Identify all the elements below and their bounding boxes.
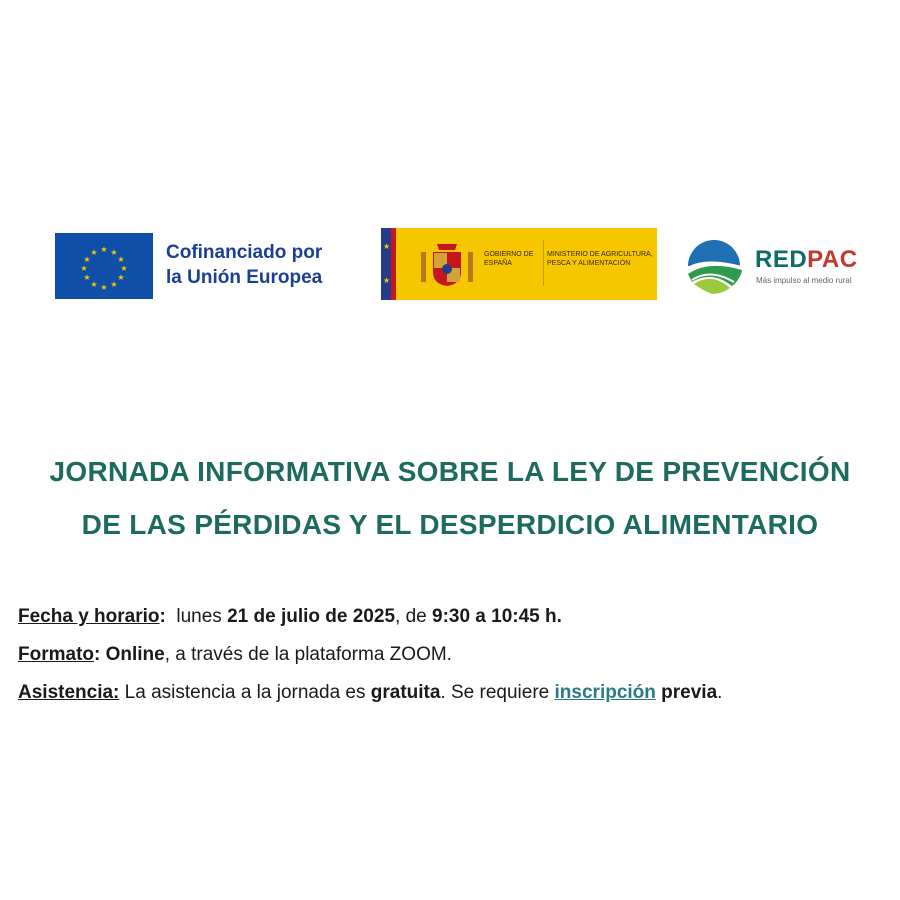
title-line-2: DE LAS PÉRDIDAS Y EL DESPERDICIO ALIMENTARIO <box>81 509 819 540</box>
svg-text:★: ★ <box>80 264 88 273</box>
formato-value: Online <box>105 644 165 665</box>
spain-coat-of-arms-icon <box>419 238 475 288</box>
asistencia-end: . <box>717 682 723 703</box>
formato-colon: : <box>94 644 106 665</box>
fecha-mid: , de <box>395 606 432 627</box>
logo-bar <box>0 228 900 302</box>
svg-text:★: ★ <box>110 248 118 257</box>
fecha-pre: lunes <box>165 606 228 627</box>
eu-flag-icon <box>55 233 153 299</box>
fecha-colon: : <box>159 606 166 627</box>
asistencia-gratuita: gratuita <box>370 682 441 703</box>
event-info <box>18 598 888 712</box>
asistencia-label: Asistencia: <box>18 682 120 703</box>
asistencia-line <box>18 674 888 712</box>
svg-text:★: ★ <box>83 255 91 264</box>
svg-text:★: ★ <box>90 280 98 289</box>
gobierno-label: GOBIERNO DE ESPAÑA <box>484 251 534 267</box>
svg-text:★: ★ <box>83 273 91 282</box>
page-title <box>0 445 900 551</box>
formato-rest: , a través de la plataforma ZOOM. <box>164 644 452 665</box>
redpac-name-pac: PAC <box>807 246 858 273</box>
divider <box>543 240 544 286</box>
asistencia-text-1: La asistencia a la jornada es <box>119 682 371 703</box>
redpac-name-red: RED <box>755 246 808 273</box>
flag-band-red <box>391 228 396 300</box>
formato-line <box>18 636 888 674</box>
eu-line-1: Cofinanciado por <box>166 242 323 263</box>
svg-text:★: ★ <box>120 264 128 273</box>
fecha-date: 21 de julio de 2025 <box>227 606 396 627</box>
svg-text:★: ★ <box>90 248 98 257</box>
fecha-time: 9:30 a 10:45 h. <box>432 606 562 627</box>
svg-text:★: ★ <box>110 280 118 289</box>
redpac-name <box>755 246 858 274</box>
eu-cofinanciado-text <box>166 240 366 290</box>
svg-text:★: ★ <box>100 283 108 292</box>
fecha-label: Fecha y horario <box>18 606 160 627</box>
asistencia-previa: previa <box>661 682 718 703</box>
fecha-line <box>18 598 888 636</box>
svg-text:★: ★ <box>117 273 125 282</box>
redpac-logo-icon <box>682 236 746 296</box>
svg-text:★: ★ <box>100 245 108 254</box>
eu-line-2: la Unión Europea <box>166 267 323 288</box>
svg-text:★: ★ <box>117 255 125 264</box>
asistencia-text-2: . Se requiere <box>440 682 555 703</box>
star-icon: ★ <box>383 276 391 285</box>
ministerio-label: MINISTERIO DE AGRICULTURA, PESCA Y ALIMENTACIÓN <box>547 251 653 267</box>
flag-band-blue <box>381 228 391 300</box>
redpac-tagline: Más impulso al medio rural <box>756 276 852 285</box>
gobierno-espana-logo <box>381 228 657 300</box>
inscripcion-link[interactable]: inscripción <box>554 682 656 703</box>
star-icon: ★ <box>383 242 391 251</box>
formato-label: Formato <box>18 644 94 665</box>
title-line-1: JORNADA INFORMATIVA SOBRE LA LEY DE PREVENCIÓN <box>49 456 851 487</box>
